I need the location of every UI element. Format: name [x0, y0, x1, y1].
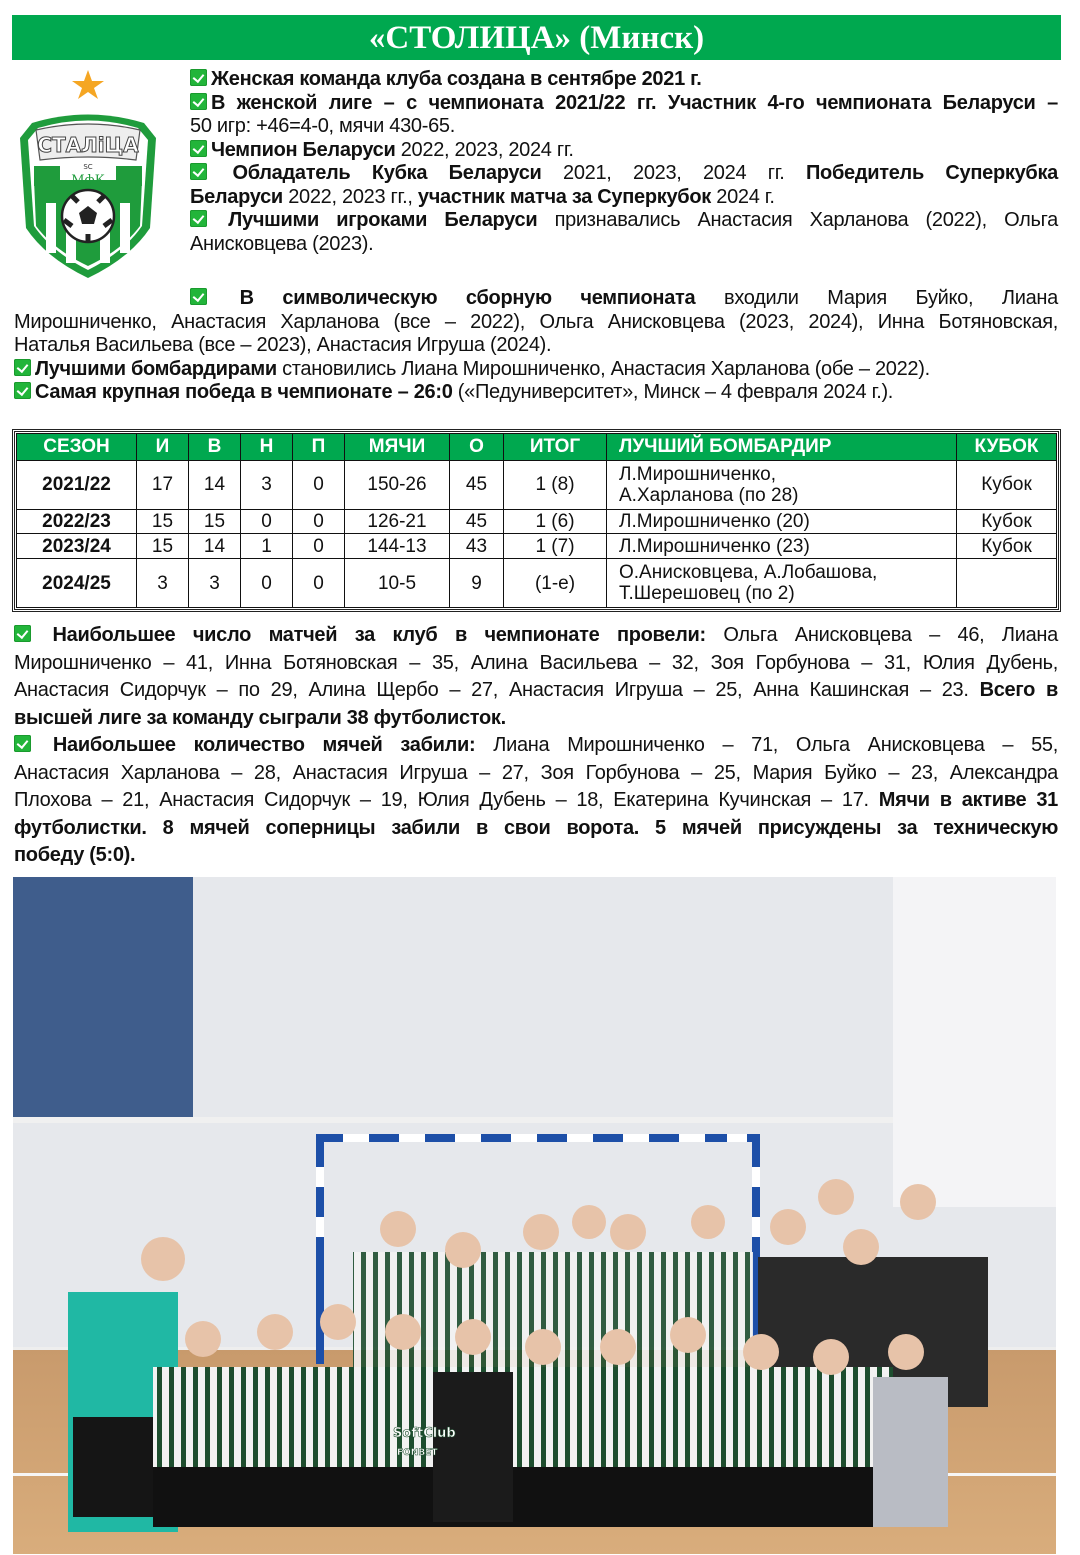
fact-champion-label: Чемпион Беларуси [211, 138, 396, 161]
cell-cup: Кубок [957, 509, 1057, 534]
cell-wins: 14 [189, 461, 241, 510]
cell-top-scorer: Л.Мирошниченко (23) [607, 534, 957, 559]
cell-wins: 3 [189, 559, 241, 608]
cell-goals: 150-26 [345, 461, 450, 510]
checkbox-icon [190, 163, 207, 180]
fact-all-star-label: В символическую сборную чемпионата [239, 287, 696, 309]
fact-biggest-win: («Педуниверситет», Минск – 4 февраля 2024 г.). [452, 381, 894, 403]
checkbox-icon [190, 140, 207, 157]
col-points: О [450, 434, 504, 461]
scorer-line: О.Анисковцева, А.Лобашова, [619, 562, 878, 584]
cell-cup: Кубок [957, 534, 1057, 559]
fact-supercup-years: 2022, 2023 гг., [282, 185, 418, 208]
col-season: СЕЗОН [17, 434, 137, 461]
cell-wins: 14 [189, 534, 241, 559]
cell-goals: 144-13 [345, 534, 450, 559]
checkbox-icon [14, 359, 31, 376]
fact-supercup-participant-year: 2024 г. [711, 185, 775, 208]
fact-champion-years: 2022, 2023, 2024 гг. [395, 138, 574, 161]
cell-points: 43 [450, 534, 504, 559]
cell-losses: 0 [293, 534, 345, 559]
goals-record-cont: Анастасия Харланова – 28, Анастасия Игруша – 27, Зоя Горбунова – 25, Мария Буйко – 23, Александра [14, 761, 1058, 784]
table-row [17, 559, 1057, 608]
goals-record-cont2: Плохова – 21, Анастасия Сидорчук – 19, Юлия Дубень – 18, Екатерина Кучинская – 17. [14, 789, 879, 811]
cell-points: 45 [450, 461, 504, 510]
club-crest-logo [10, 68, 166, 280]
cell-top-scorer [607, 461, 957, 510]
cell-games: 3 [137, 559, 189, 608]
goals-record: Лиана Мирошниченко – 71, Ольга Анисковцева – 55, [475, 734, 1058, 756]
cell-goals: 126-21 [345, 509, 450, 534]
fact-all-star: входили Мария Буйко, Лиана [695, 287, 1058, 309]
jersey-sponsor2-text: FONBET [397, 1448, 438, 1458]
crest-subtitle: SC [83, 163, 93, 171]
checkbox-icon [190, 69, 207, 86]
matches-record-cont: Мирошниченко – 41, Инна Ботяновская – 35, Алина Васильева – 32, Зоя Горбунова – 31, Юлия Дубень, [14, 651, 1058, 674]
goals-record-label: Наибольшее количество мячей забили: [52, 734, 476, 756]
cell-losses: 0 [293, 509, 345, 534]
cell-points: 9 [450, 559, 504, 608]
cell-result: 1 (7) [504, 534, 607, 559]
total-players-label: Всего в [979, 679, 1058, 701]
fact-record: 50 игр: +46=4-0, мячи 430-65. [190, 115, 455, 137]
cell-draws: 3 [241, 461, 293, 510]
cell-cup: Кубок [957, 461, 1057, 510]
records-text [14, 622, 1058, 870]
table-row [17, 461, 1057, 510]
fact-top-scorers-label: Лучшими бомбардирами [35, 357, 277, 380]
intro-facts-wide [14, 287, 1058, 405]
col-losses: П [293, 434, 345, 461]
cell-draws: 0 [241, 509, 293, 534]
cell-top-scorer: Л.Мирошниченко (20) [607, 509, 957, 534]
checkbox-icon [190, 288, 207, 305]
cell-losses: 0 [293, 461, 345, 510]
checkbox-icon [14, 625, 31, 642]
cell-draws: 0 [241, 559, 293, 608]
crest-name: СТАЛіЦА [37, 133, 139, 157]
star-icon [72, 70, 104, 99]
matches-record-label: Наибольшее число матчей за клуб в чемпионате провели: [52, 624, 706, 646]
checkbox-icon [14, 382, 31, 399]
crest-initials: МфК [71, 173, 105, 188]
page-title: «СТОЛИЦА» (Минск) [12, 15, 1061, 60]
matches-record: Ольга Анисковцева – 46, Лиана [705, 624, 1058, 646]
col-games: И [137, 434, 189, 461]
fact-supercup-label: Победитель Суперкубка [805, 162, 1059, 184]
cell-games: 15 [137, 534, 189, 559]
fact-best-players-label: Лучшими игроками Беларуси [228, 209, 538, 231]
checkbox-icon [14, 735, 31, 752]
total-players: высшей лиге за команду сыграли 38 футболисток. [14, 706, 506, 729]
fact-founded: Женская команда клуба создана в сентябре 2021 г. [211, 68, 702, 90]
cell-games: 17 [137, 461, 189, 510]
cell-top-scorer [607, 559, 957, 608]
fact-all-star-cont: Мирошниченко, Анастасия Харланова (все – 2022), Ольга Анисковцева (2023, 2024), Инна Ботяновская, [14, 310, 1058, 333]
fact-best-players: признавались Анастасия Харланова (2022), Ольга [537, 209, 1058, 231]
season-stats-table [12, 429, 1061, 612]
cell-wins: 15 [189, 509, 241, 534]
technical-win-note: победу (5:0). [14, 844, 136, 866]
cell-goals: 10-5 [345, 559, 450, 608]
checkbox-icon [190, 93, 207, 110]
cell-losses: 0 [293, 559, 345, 608]
fact-league: В женской лиге – с чемпионата 2021/22 гг. Участник 4-го чемпионата Беларуси – [211, 91, 1058, 114]
own-goals-note: футболистки. 8 мячей соперницы забили в свои ворота. 5 мячей присуждены за техническую [14, 816, 1058, 839]
cell-season: 2024/25 [17, 559, 137, 608]
cell-points: 45 [450, 509, 504, 534]
cell-season: 2021/22 [17, 461, 137, 510]
col-draws: Н [241, 434, 293, 461]
matches-record-cont2: Анастасия Сидорчук – по 29, Алина Щербо – 27, Анастасия Игруша – 25, Анна Кашинская – 23. [14, 679, 980, 701]
col-top-scorer: ЛУЧШИЙ БОМБАРДИР [607, 434, 957, 461]
team-photo [13, 877, 1056, 1554]
fact-supercup-label-cont: Беларуси [190, 185, 283, 208]
fact-cup-years: 2021, 2023, 2024 гг. [541, 162, 806, 184]
fact-all-star-cont2: Наталья Васильева (все – 2023), Анастасия Игруша (2024). [14, 334, 552, 356]
fact-supercup-participant: участник матча за Суперкубок [417, 185, 711, 208]
fact-biggest-win-label: Самая крупная победа в чемпионате – 26:0 [35, 381, 453, 403]
table-row [17, 509, 1057, 534]
intro-facts [190, 68, 1058, 256]
col-goals: МЯЧИ [345, 434, 450, 461]
col-wins: В [189, 434, 241, 461]
team-photo-illustration [13, 877, 1056, 1554]
cell-draws: 1 [241, 534, 293, 559]
scorer-line: Л.Мирошниченко, [619, 463, 777, 485]
table-header-row [17, 434, 1057, 461]
cell-season: 2022/23 [17, 509, 137, 534]
col-cup: КУБОК [957, 434, 1057, 461]
cell-season: 2023/24 [17, 534, 137, 559]
cell-result: 1 (8) [504, 461, 607, 510]
scorer-line: Т.Шерешовец (по 2) [619, 583, 795, 605]
scorers-count: Мячи в активе 31 [878, 789, 1058, 811]
table-row [17, 534, 1057, 559]
col-result: ИТОГ [504, 434, 607, 461]
fact-top-scorers: становились Лиана Мирошниченко, Анастасия Харланова (обе – 2022). [276, 357, 930, 380]
fact-best-players-cont: Анисковцева (2023). [190, 232, 374, 255]
scorer-line: А.Харланова (по 28) [619, 484, 799, 506]
fact-cup-label: Обладатель Кубка Беларуси [232, 162, 542, 184]
checkbox-icon [190, 210, 207, 227]
cell-result: (1-е) [504, 559, 607, 608]
jersey-sponsor-text: SoftClub [393, 1426, 456, 1441]
cell-result: 1 (6) [504, 509, 607, 534]
cell-games: 15 [137, 509, 189, 534]
cell-cup [957, 559, 1057, 608]
